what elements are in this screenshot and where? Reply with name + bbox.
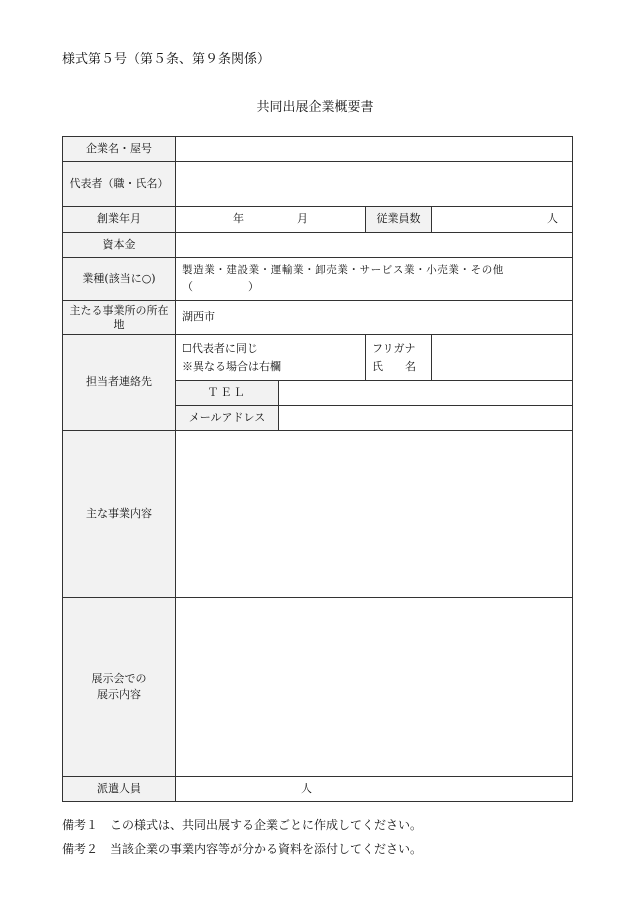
capital-row (63, 233, 573, 258)
capital-label: 資本金 (63, 233, 176, 258)
employees-unit: 人 (547, 212, 558, 226)
document-title: 共同出展企業概要書 (256, 100, 374, 115)
office-city: 湖西市 (182, 310, 215, 324)
tel-label: ＴＥＬ (176, 381, 279, 406)
contact-same-as-rep[interactable] (176, 335, 366, 381)
industry-other: （ ） (182, 279, 259, 293)
company-overview-form (62, 136, 573, 802)
contact-name-labels (366, 335, 432, 381)
representative-row (63, 162, 573, 207)
industry-options: 製造業・建設業・運輸業・卸売業・サービス業・小売業・その他 (182, 263, 504, 276)
office-field[interactable] (176, 301, 573, 335)
founded-label: 創業年月 (63, 207, 176, 233)
capital-field[interactable] (176, 233, 573, 258)
contact-row (63, 335, 573, 381)
note-1: 備考１ この様式は、共同出展する企業ごとに作成してください。 (62, 818, 423, 832)
founded-row (63, 207, 573, 233)
founded-year-unit: 年 (233, 212, 244, 226)
company-name-label: 企業名・屋号 (63, 137, 176, 162)
business-label: 主な事業内容 (63, 431, 176, 598)
industry-label: 業種(該当に○) (63, 258, 176, 301)
office-label: 主たる事業所の所在地 (63, 301, 176, 335)
exhibit-label (63, 598, 176, 777)
notes (62, 813, 422, 861)
office-row (63, 301, 573, 335)
company-name-field[interactable] (176, 137, 573, 162)
furigana-label: フリガナ (372, 341, 416, 355)
note-2: 備考２ 当該企業の事業内容等が分かる資料を添付してください。 (62, 842, 423, 856)
staff-unit: 人 (301, 781, 312, 795)
if-different-note: ※異なる場合は右欄 (182, 359, 281, 373)
employees-label: 従業員数 (366, 207, 432, 233)
company-name-row (63, 137, 573, 162)
email-field[interactable] (279, 406, 573, 431)
business-row (63, 431, 573, 598)
employees-field[interactable] (432, 207, 573, 233)
name-label: 氏 名 (372, 359, 416, 373)
staff-row (63, 777, 573, 802)
email-label: メールアドレス (176, 406, 279, 431)
exhibit-row (63, 598, 573, 777)
same-as-rep-checkbox[interactable]: ☐代表者に同じ (182, 341, 258, 355)
representative-label: 代表者（職・氏名） (63, 162, 176, 207)
founded-field[interactable] (176, 207, 366, 233)
contact-name-field[interactable] (432, 335, 573, 381)
business-field[interactable] (176, 431, 573, 598)
exhibit-label-line-2: 展示内容 (97, 688, 141, 701)
staff-field[interactable] (176, 777, 573, 802)
founded-month-unit: 月 (297, 212, 308, 226)
contact-label: 担当者連絡先 (63, 335, 176, 431)
exhibit-label-line-1: 展示会での (91, 671, 147, 685)
tel-field[interactable] (279, 381, 573, 406)
industry-field[interactable] (176, 258, 573, 301)
form-number: 様式第５号（第５条、第９条関係） (62, 52, 271, 67)
staff-label: 派遣人員 (63, 777, 176, 802)
industry-row (63, 258, 573, 301)
exhibit-field[interactable] (176, 598, 573, 777)
representative-field[interactable] (176, 162, 573, 207)
